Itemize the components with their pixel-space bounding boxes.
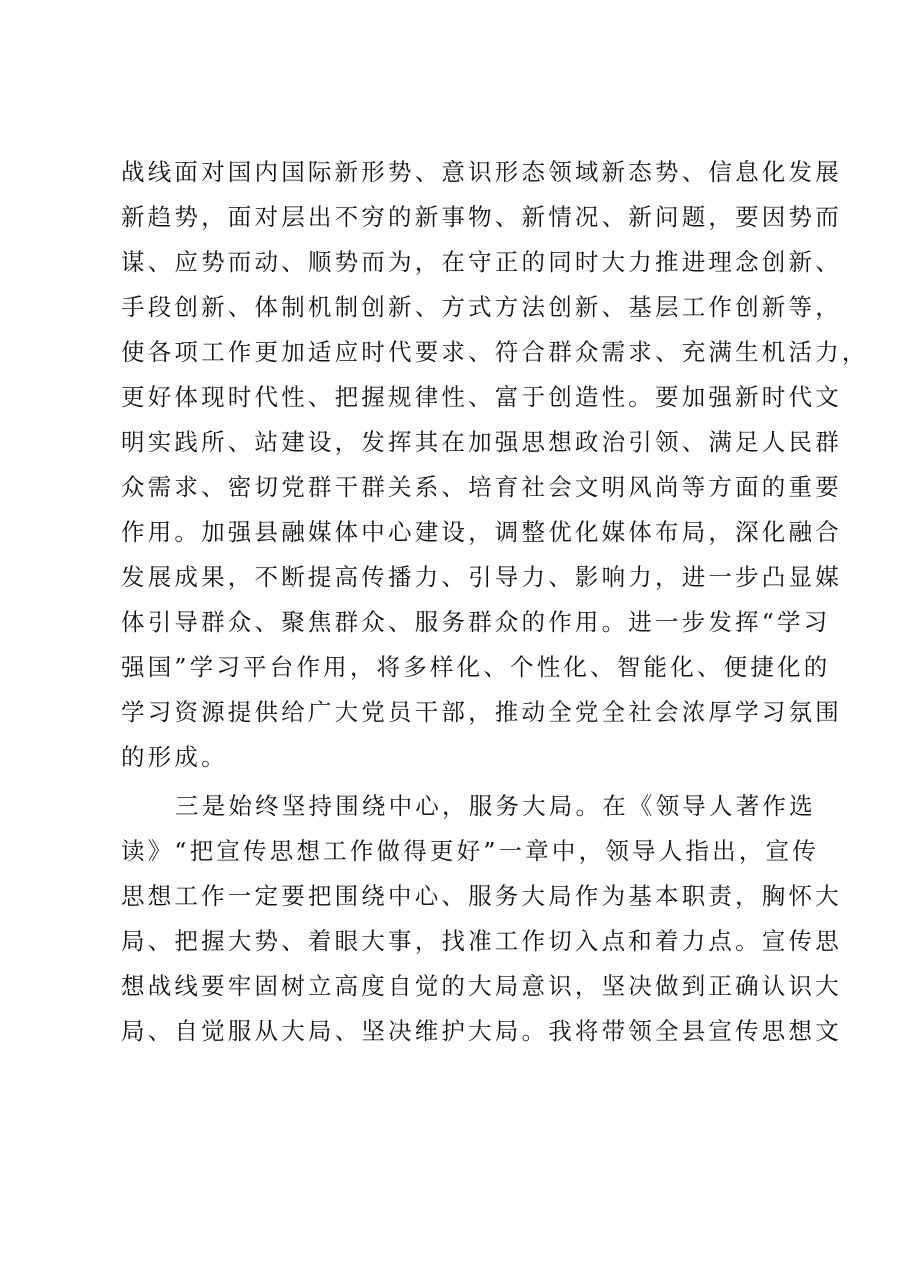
text-line: 更好体现时代性、把握规律性、富于创造性。要加强新时代文 bbox=[121, 383, 842, 411]
text-line: 作用。加强县融媒体中心建设，调整优化媒体布局，深化融合 bbox=[121, 518, 842, 546]
text-line: 读》“把宣传思想工作做得更好”一章中，领导人指出，宣传 bbox=[121, 837, 819, 865]
text-line: 思想工作一定要把围绕中心、服务大局作为基本职责，胸怀大 bbox=[121, 882, 842, 910]
paragraph-1 bbox=[121, 150, 869, 780]
paragraph-2 bbox=[121, 784, 842, 1054]
text-line: 体引导群众、聚焦群众、服务群众的作用。进一步发挥“学习 bbox=[121, 608, 831, 636]
text-line: 的形成。 bbox=[121, 743, 228, 771]
text-line: 三是始终坚持围绕中心，服务大局。在《领导人著作选 bbox=[175, 792, 816, 820]
text-line: 学习资源提供给广大党员干部，推动全党全社会浓厚学习氛围 bbox=[121, 698, 842, 726]
text-line: 发展成果，不断提高传播力、引导力、影响力，进一步凸显媒 bbox=[121, 563, 842, 591]
text-line: 想战线要牢固树立高度自觉的大局意识，坚决做到正确认识大 bbox=[121, 972, 842, 1000]
text-line: 使各项工作更加适应时代要求、符合群众需求、充满生机活力， bbox=[121, 338, 869, 366]
text-line: 新趋势，面对层出不穷的新事物、新情况、新问题，要因势而 bbox=[121, 203, 842, 231]
text-line: 明实践所、站建设，发挥其在加强思想政治引领、满足人民群 bbox=[121, 428, 842, 456]
text-line: 战线面对国内国际新形势、意识形态领域新态势、信息化发展 bbox=[121, 158, 842, 186]
text-line: 局、把握大势、着眼大事，找准工作切入点和着力点。宣传思 bbox=[121, 927, 842, 955]
text-line: 众需求、密切党群干群关系、培育社会文明风尚等方面的重要 bbox=[121, 473, 842, 501]
text-line: 局、自觉服从大局、坚决维护大局。我将带领全县宣传思想文 bbox=[121, 1017, 842, 1045]
document-body bbox=[121, 150, 869, 1054]
text-line: 手段创新、体制机制创新、方式方法创新、基层工作创新等， bbox=[121, 293, 842, 321]
text-line: 强国”学习平台作用，将多样化、个性化、智能化、便捷化的 bbox=[121, 653, 831, 681]
text-line: 谋、应势而动、顺势而为，在守正的同时大力推进理念创新、 bbox=[121, 248, 842, 276]
